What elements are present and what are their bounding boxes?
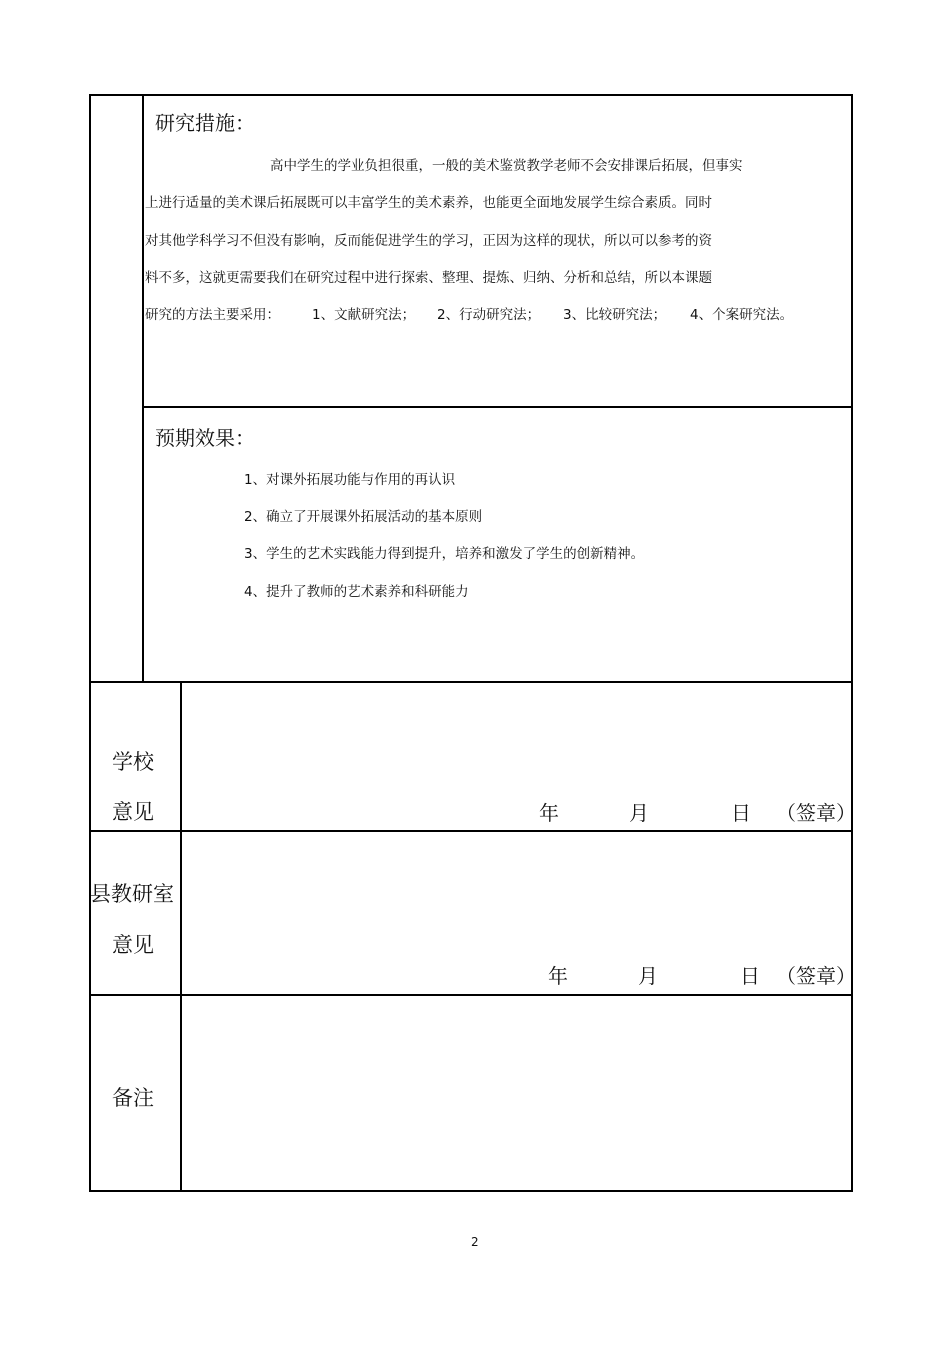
lower-inner-divider [180, 681, 182, 1191]
effect-item-4: 4、提升了教师的艺术素养和科研能力 [244, 584, 469, 600]
method-1: 1、文献研究法； [312, 307, 416, 323]
measures-line-1: 高中学生的学业负担很重，一般的美术鉴赏教学老师不会安排课后拓展，但事实 [270, 158, 743, 174]
method-3: 3、比较研究法； [563, 307, 667, 323]
school-month: 月 [629, 801, 649, 825]
effects-heading: 预期效果： [155, 426, 255, 450]
effect-item-3: 3、学生的艺术实践能力得到提升，培养和激发了学生的创新精神。 [244, 546, 645, 562]
upper-inner-divider [142, 94, 144, 682]
school-bottom-divider [89, 830, 853, 832]
table-right-border [851, 94, 853, 1192]
remarks-label: 备注 [112, 1086, 154, 1110]
method-4: 4、个案研究法。 [690, 307, 794, 323]
county-day: 日 [740, 964, 760, 988]
county-year: 年 [548, 964, 568, 988]
school-label-line2: 意见 [112, 800, 154, 824]
effect-item-2: 2、确立了开展课外拓展活动的基本原则 [244, 509, 483, 525]
table-left-border [89, 94, 91, 1192]
county-month: 月 [638, 964, 658, 988]
measures-line-5: 研究的方法主要采用： [145, 307, 280, 323]
table-top-border [89, 94, 853, 96]
measures-line-4: 料不多，这就更需要我们在研究过程中进行探索、整理、提炼、归纳、分析和总结，所以本课题 [145, 270, 712, 286]
school-label-line1: 学校 [112, 750, 154, 774]
measures-line-3: 对其他学科学习不但没有影响，反而能促进学生的学习，正因为这样的现状，所以可以参考的资 [145, 233, 712, 249]
school-day: 日 [731, 801, 751, 825]
county-label-line2: 意见 [112, 933, 154, 957]
effects-bottom-divider [89, 681, 853, 683]
county-bottom-divider [89, 994, 853, 996]
table-bottom-border [89, 1190, 853, 1192]
school-seal: （签章） [776, 801, 856, 825]
measures-effects-divider [142, 406, 853, 408]
effect-item-1: 1、对课外拓展功能与作用的再认识 [244, 472, 456, 488]
county-label-line1: 县教研室 [90, 882, 174, 906]
school-year: 年 [539, 801, 559, 825]
measures-heading: 研究措施： [155, 111, 255, 135]
measures-line-2: 上进行适量的美术课后拓展既可以丰富学生的美术素养，也能更全面地发展学生综合素质。同时 [145, 195, 712, 211]
county-seal: （签章） [776, 964, 856, 988]
page-number: 2 [471, 1235, 479, 1249]
method-2: 2、行动研究法； [437, 307, 541, 323]
